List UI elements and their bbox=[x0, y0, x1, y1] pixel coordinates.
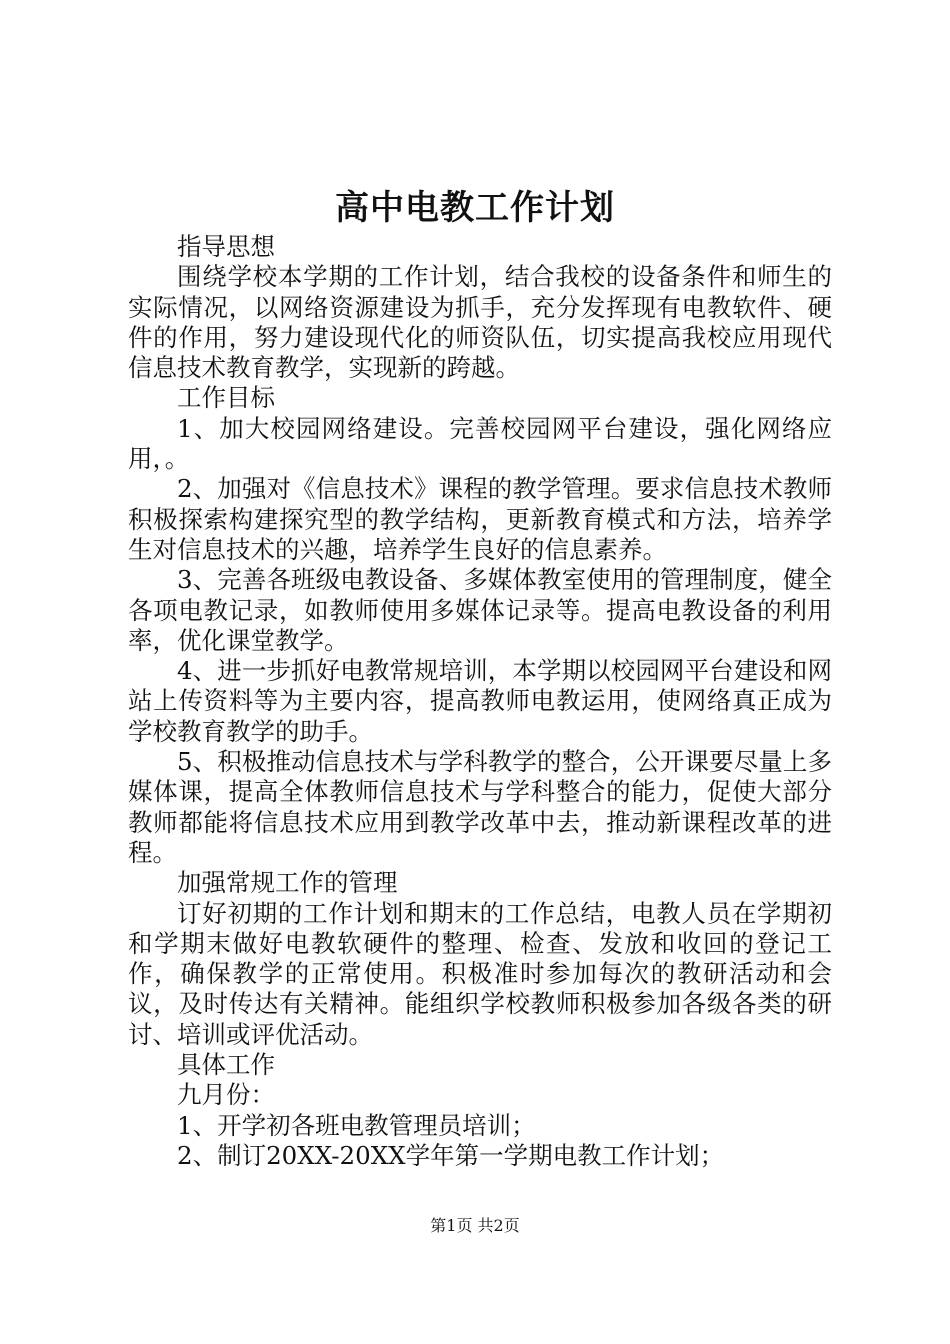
task-item-1: 1、开学初各班电教管理员培训； bbox=[177, 1110, 536, 1140]
goal-item-3: 3、完善各班级电教设备、多媒体教室使用的管理制度，健全各项电教记录，如教师使用多媒体记录等。提高电教设备的利用率，优化课堂教学。 bbox=[128, 565, 832, 655]
document-body bbox=[128, 232, 832, 1171]
paragraph-routine-management: 订好初期的工作计划和期末的工作总结，电教人员在学期初和学期末做好电教软硬件的整理、检查、发放和收回的登记工作，确保教学的正常使用。积极准时参加每次的教研活动和会议，及时传达有关精神。能组织学校教师积极参加各级各类的研讨、培训或评优活动。 bbox=[128, 898, 832, 1049]
goal-item-1: 1、加大校园网络建设。完善校园网平台建设，强化网络应用，。 bbox=[128, 413, 832, 474]
task-item-2: 2、制订20XX-20XX学年第一学期电教工作计划； bbox=[177, 1140, 725, 1170]
paragraph-guiding-thought: 围绕学校本学期的工作计划，结合我校的设备条件和师生的实际情况，以网络资源建设为抓手，充分发挥现有电教软件、硬件的作用，努力建设现代化的师资队伍，切实提高我校应用现代信息技术教育教学，实现新的跨越。 bbox=[128, 262, 832, 383]
heading-guiding-thought: 指导思想 bbox=[177, 232, 275, 261]
page-number-footer: 第1页 共2页 bbox=[430, 1216, 520, 1235]
goal-item-2: 2、加强对《信息技术》课程的教学管理。要求信息技术教师积极探索构建探究型的教学结构，更新教育模式和方法，培养学生对信息技术的兴趣，培养学生良好的信息素养。 bbox=[128, 474, 832, 564]
document-title: 高中电教工作计划 bbox=[335, 188, 615, 228]
month-label-september: 九月份： bbox=[177, 1080, 275, 1110]
goal-item-4: 4、进一步抓好电教常规培训，本学期以校园网平台建设和网站上传资料等为主要内容，提高教师电教运用，使网络真正成为学校教育教学的助手。 bbox=[128, 656, 832, 746]
goal-item-5: 5、积极推动信息技术与学科教学的整合，公开课要尽量上多媒体课，提高全体教师信息技术与学科整合的能力，促使大部分教师都能将信息技术应用到教学改革中去，推动新课程改革的进程。 bbox=[128, 747, 832, 867]
heading-specific-work: 具体工作 bbox=[177, 1050, 275, 1080]
heading-routine-management: 加强常规工作的管理 bbox=[177, 868, 398, 898]
heading-work-goals: 工作目标 bbox=[177, 383, 275, 413]
